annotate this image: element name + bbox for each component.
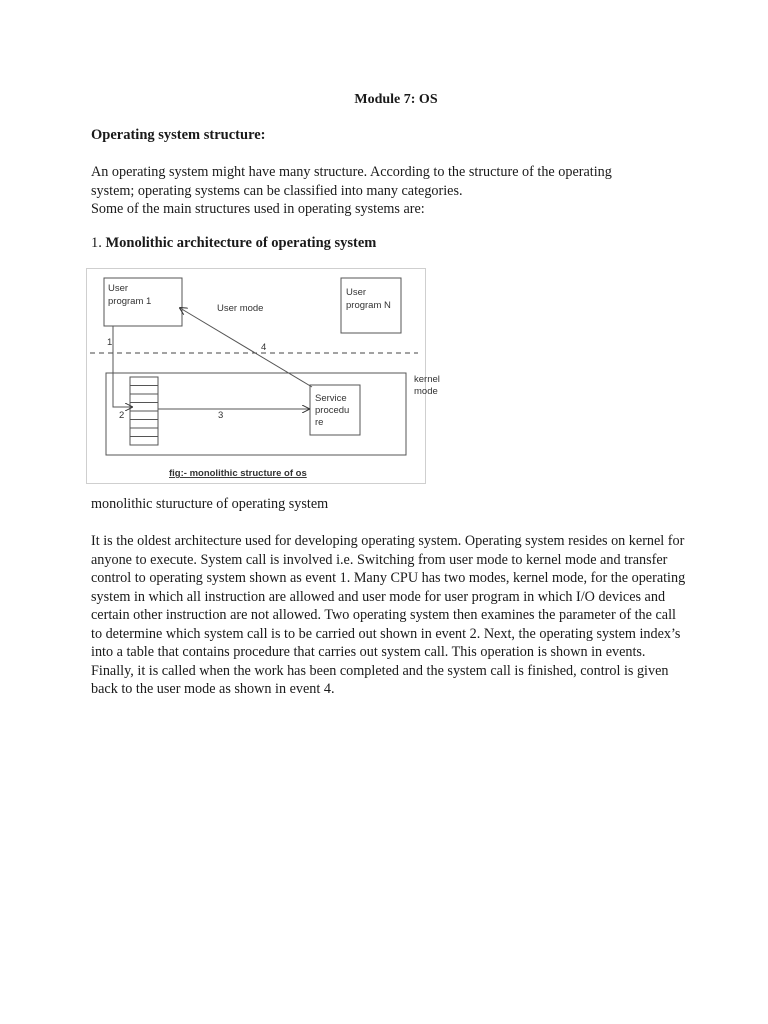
intro-paragraph <box>91 163 681 219</box>
figure-description: monolithic sturucture of operating system <box>91 496 329 512</box>
section-title: Operating system structure: <box>91 127 266 143</box>
kernel-mode-label: kernel <box>414 374 440 385</box>
module-title: Module 7: OS <box>354 92 438 107</box>
dispatch-table <box>130 377 158 445</box>
user-mode-label: User mode <box>217 303 264 314</box>
user-program-1-label: program 1 <box>108 296 152 307</box>
event-1-arrow <box>113 326 132 407</box>
kernel-mode-label: mode <box>414 386 438 397</box>
intro-line: Some of the main structures used in operating systems are: <box>91 201 425 217</box>
intro-line: An operating system might have many structure. According to the structure of the operating <box>91 164 612 180</box>
event-3-label: 3 <box>218 410 224 421</box>
monolithic-figure <box>86 268 440 484</box>
body-paragraph: It is the oldest architecture used for developing operating system. Operating system resides on kernel for anyone to execute. System call is involved i.e. Switching from user mode to kernel mode and transfer control to operating system shown as event 1. Many CPU has two modes, kernel mode, for the operating system in which all instruction are allowed and user mode for user program in which I/O devices and certain other instruction are not allowed. Two operating system then examines the parameter of the call to determine which system call is to be carried out shown in event 2. Next, the operating system index’s into a table that contains procedure that carries out system call. This operation is shown in events. Finally, it is called when the work has been completed and the system call is finished, control is given back to the user mode as shown in event 4. <box>91 533 686 697</box>
service-procedure-label: re <box>315 417 324 428</box>
event-2-label: 2 <box>119 410 125 421</box>
subsection-heading <box>91 235 376 252</box>
subsection-number: 1. <box>91 235 102 251</box>
user-program-n-label: program N <box>346 300 391 311</box>
figure-caption: fig:- monolithic structure of os <box>169 468 307 479</box>
event-4-arrow <box>180 308 312 387</box>
user-program-n-label: User <box>346 287 367 298</box>
subsection-title: Monolithic architecture of operating system <box>105 235 377 251</box>
service-procedure-label: Service <box>315 393 347 404</box>
intro-line: system; operating systems can be classified into many categories. <box>91 182 463 199</box>
user-program-1-label: User <box>108 283 129 294</box>
service-procedure-label: procedu <box>315 405 350 416</box>
event-1-label: 1 <box>107 337 113 348</box>
event-4-label: 4 <box>261 342 267 353</box>
